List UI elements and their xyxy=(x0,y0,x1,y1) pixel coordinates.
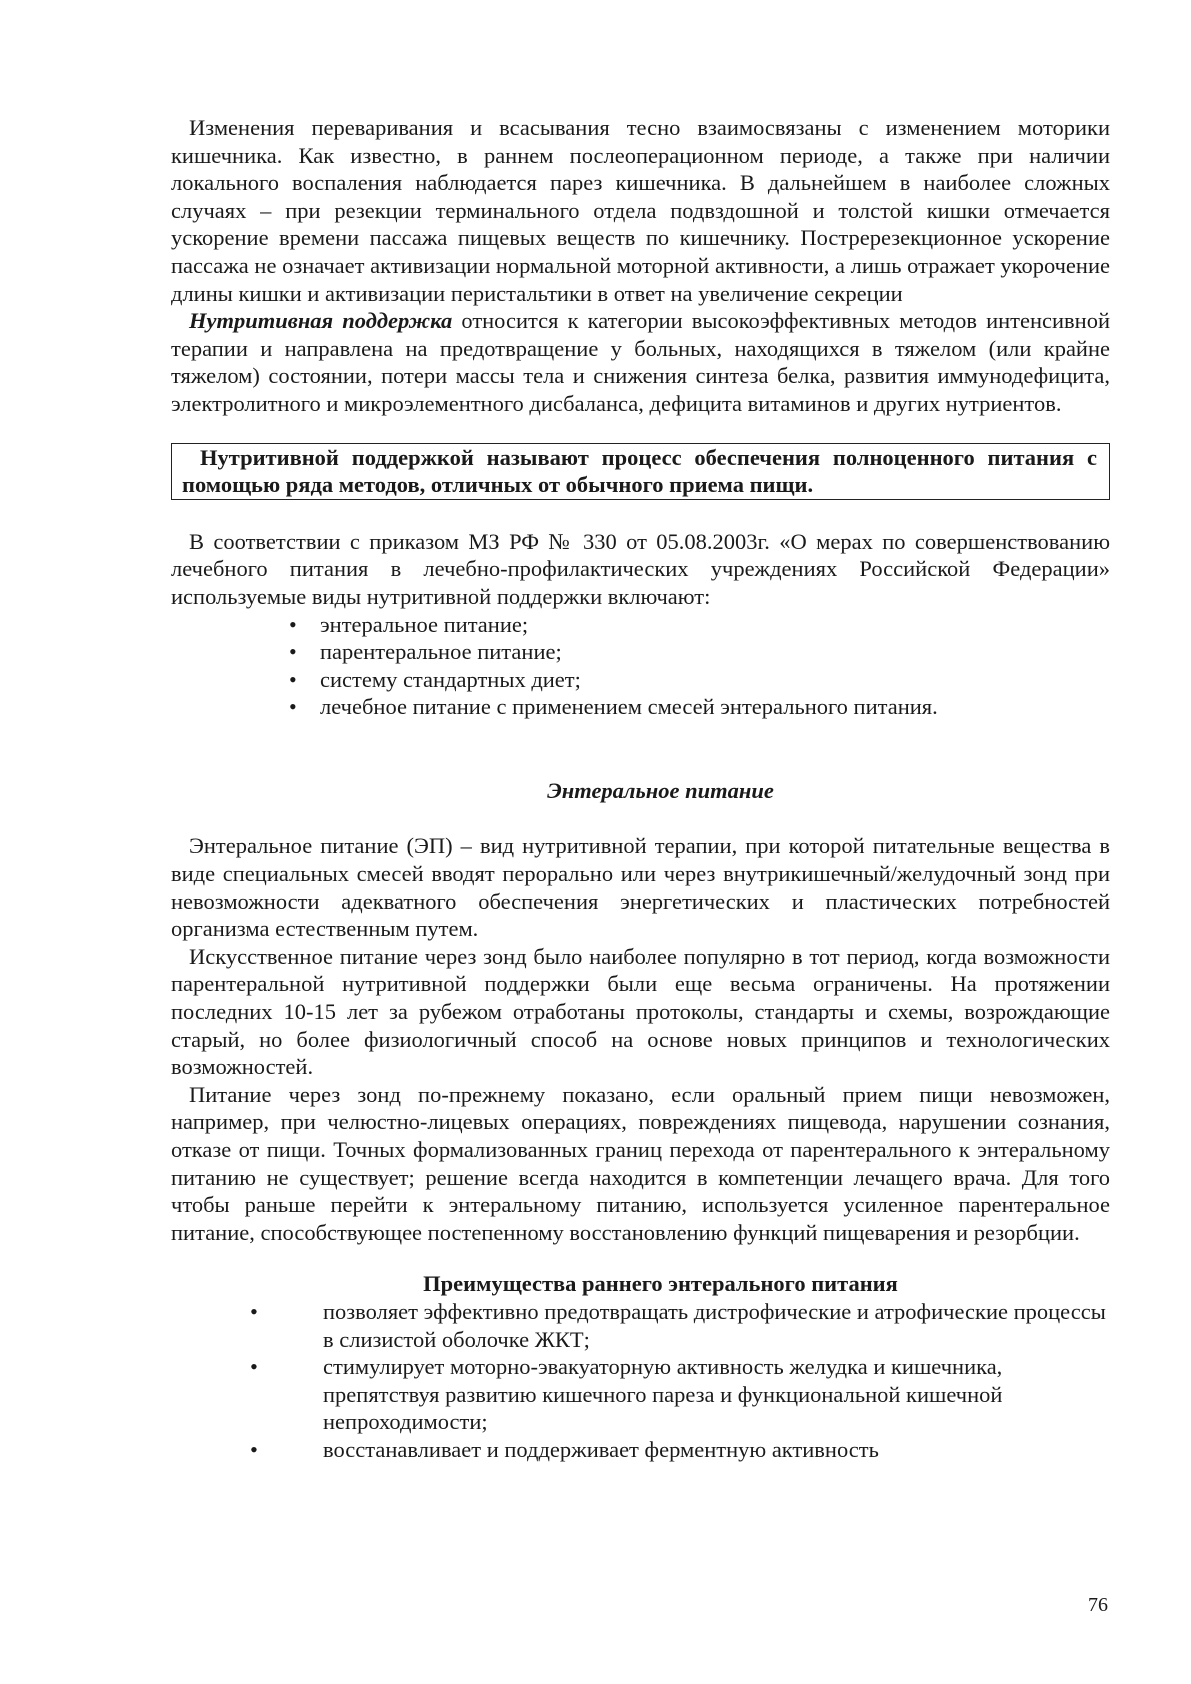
list-item: • лечебное питание с применением смесей энтерального питания. xyxy=(320,693,1110,721)
paragraph-tube-feeding-history: Искусственное питание через зонд было наиболее популярно в тот период, когда возможности парентеральной нутритивной поддержки были еще весьма ограничены. На протяжении последних 10-15 лет за рубежом отработаны протоколы, стандарты и схемы, возрождающие старый, но более физиологичный способ на основе новых принципов и технологических возможностей. xyxy=(171,943,1110,1080)
paragraph-motility: Изменения переваривания и всасывания тесно взаимосвязаны с изменением моторики кишечника. Как известно, в раннем послеоперационном периоде, а также при наличии локального воспаления наблюдается парез кишечника. В дальнейшем в наиболее сложных случаях – при резекции терминального отдела подвздошной и толстой кишки отмечается ускорение времени пассажа пищевых веществ по кишечнику. Постререзекционное ускорение пассажа не означает активизации нормальной моторной активности, а лишь отражает укорочение длины кишки и активизации перистальтики в ответ на увеличение секреции xyxy=(171,115,1110,306)
paragraph-nutritional-support-text: относится к категории высокоэффективных методов интенсивной терапии и направлена на предотвращение у больных, находящихся в тяжелом (или крайне тяжелом) состоянии, потери массы тела и снижения синтеза белка, развития иммунодефицита, электролитного и микроэлементного дисбаланса, дефицита витаминов и других нутриентов. xyxy=(171,308,1110,416)
term-nutritional-support: Нутритивная поддержка xyxy=(189,308,453,334)
list-item: • восстанавливает и поддерживает ферментную активность xyxy=(320,1436,1110,1464)
list-item: • парентеральное питание; xyxy=(320,638,1110,666)
list-item: • энтеральное питание; xyxy=(320,611,1110,639)
list-item: • стимулирует моторно-эвакуаторную активность желудка и кишечника, препятствуя развитию кишечного пареза и функциональной кишечной непроходимости; xyxy=(320,1353,1110,1436)
support-types-list xyxy=(171,611,1110,721)
advantages-heading: Преимущества раннего энтерального питания xyxy=(423,1271,898,1297)
list-item: • систему стандартных диет; xyxy=(320,666,1110,694)
page-number: 76 xyxy=(1088,1594,1108,1616)
paragraph-nutritional-support xyxy=(171,307,1110,417)
paragraph-tube-feeding-indications: Питание через зонд по-прежнему показано, если оральный прием пищи невозможен, например, при челюстно-лицевых операциях, повреждениях пищевода, нарушении сознания, отказе от пищи. Точных формализованных границ перехода от парентерального к энтеральному питанию не существует; решение всегда находится в компетенции лечащего врача. Для того чтобы раньше перейти к энтеральному питанию, используется усиленное парентеральное питание, способствующее постепенному восстановлению функций пищеварения и резорбции. xyxy=(171,1081,1110,1245)
advantages-list xyxy=(171,1298,1110,1464)
paragraph-enteral-definition: Энтеральное питание (ЭП) – вид нутритивной терапии, при которой питательные вещества в виде специальных смесей вводят перорально или через внутрикишечный/желудочный зонд при невозможности адекватного обеспечения энергетических и пластических потребностей организма естественным путем. xyxy=(171,833,1110,942)
paragraph-order-330: В соответствии с приказом МЗ РФ № 330 от 05.08.2003г. «О мерах по совершенствованию лечебного питания в лечебно-профилактических учреждениях Российской Федерации» используемые виды нутритивной поддержки включают: xyxy=(171,528,1110,609)
page-content xyxy=(171,114,1110,1464)
section-heading: Энтеральное питание xyxy=(547,777,774,803)
definition-box: Нутритивной поддержкой называют процесс обеспечения полноценного питания с помощью ряда методов, отличных от обычного приема пищи. xyxy=(171,443,1110,500)
list-item: • позволяет эффективно предотвращать дистрофические и атрофические процессы в слизистой оболочке ЖКТ; xyxy=(320,1298,1110,1353)
